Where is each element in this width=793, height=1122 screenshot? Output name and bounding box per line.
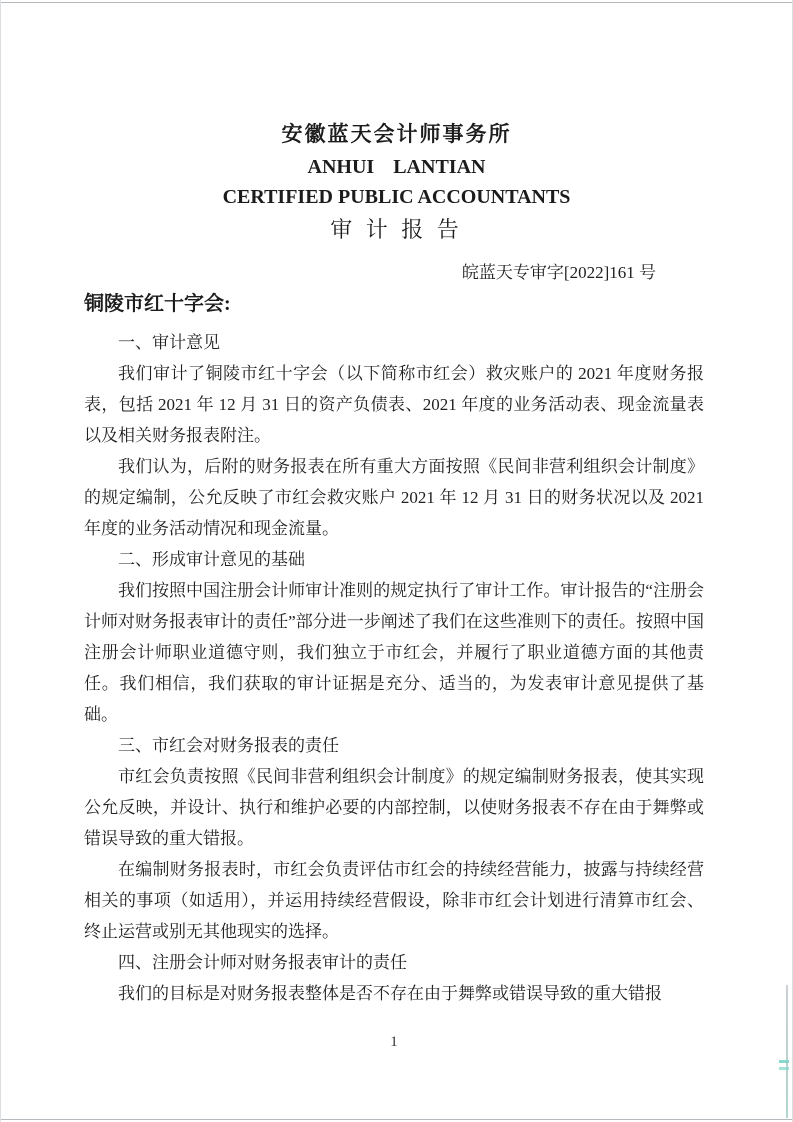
reference-number: 皖蓝天专审字[2022]161 号 (461, 263, 656, 282)
section-4-heading: 四、注册会计师对财务报表审计的责任 (118, 953, 407, 972)
page-number: 1 (390, 1034, 398, 1050)
scan-artifact-right-line (786, 985, 788, 1118)
org-name-english-line2: CERTIFIED PUBLIC ACCOUNTANTS (222, 186, 571, 208)
section-1-heading: 一、审计意见 (118, 333, 220, 352)
section-3-paragraph-1: 市红会负责按照《民间非营利组织会计制度》的规定编制财务报表，使其实现公允反映，并设计、执行和维护必要的内部控制，以使财务报表不存在由于舞弊或错误导致的重大错报。 (84, 767, 704, 848)
section-2-heading: 二、形成审计意见的基础 (118, 550, 305, 569)
scan-artifact-teal-tick (779, 1060, 789, 1063)
letterhead (0, 118, 793, 246)
section-1-paragraph-2: 我们认为，后附的财务报表在所有重大方面按照《民间非营利组织会计制度》的规定编制，公允反映了市红会救灾账户 2021 年 12 月 31 日的财务状况以及 2021 年度的业务活动情况和现金流量。 (84, 457, 704, 538)
org-name-english-line1: ANHUI LANTIAN (307, 156, 486, 178)
org-name-chinese: 安徽蓝天会计师事务所 (281, 122, 512, 146)
addressee: 铜陵市红十字会: (84, 293, 231, 315)
section-2-paragraph-1: 我们按照中国注册会计师审计准则的规定执行了审计工作。审计报告的“注册会计师对财务报表审计的责任”部分进一步阐述了我们在这些准则下的责任。按照中国注册会计师职业道德守则，我们独立于市红会，并履行了职业道德方面的其他责任。我们相信，我们获取的审计证据是充分、适当的，为发表审计意见提供了基础。 (84, 581, 704, 724)
section-1-paragraph-1: 我们审计了铜陵市红十字会（以下简称市红会）救灾账户的 2021 年度财务报表，包括 2021 年 12 月 31 日的资产负债表、2021 年度的业务活动表、现金流量表以及相关财务报表附注。 (84, 364, 704, 445)
report-body (84, 327, 704, 1009)
section-3-paragraph-2: 在编制财务报表时，市红会负责评估市红会的持续经营能力，披露与持续经营相关的事项（如适用），并运用持续经营假设，除非市红会计划进行清算市红会、终止运营或别无其他现实的选择。 (84, 860, 704, 941)
section-4-paragraph-1: 我们的目标是对财务报表整体是否不存在由于舞弊或错误导致的重大错报 (118, 984, 662, 1003)
scan-artifact-teal-tick (779, 1067, 789, 1070)
scan-edge-top (0, 2, 793, 3)
report-title: 审 计 报 告 (330, 217, 463, 242)
scan-edge-bottom (0, 1119, 793, 1120)
section-3-heading: 三、市红会对财务报表的责任 (118, 736, 339, 755)
